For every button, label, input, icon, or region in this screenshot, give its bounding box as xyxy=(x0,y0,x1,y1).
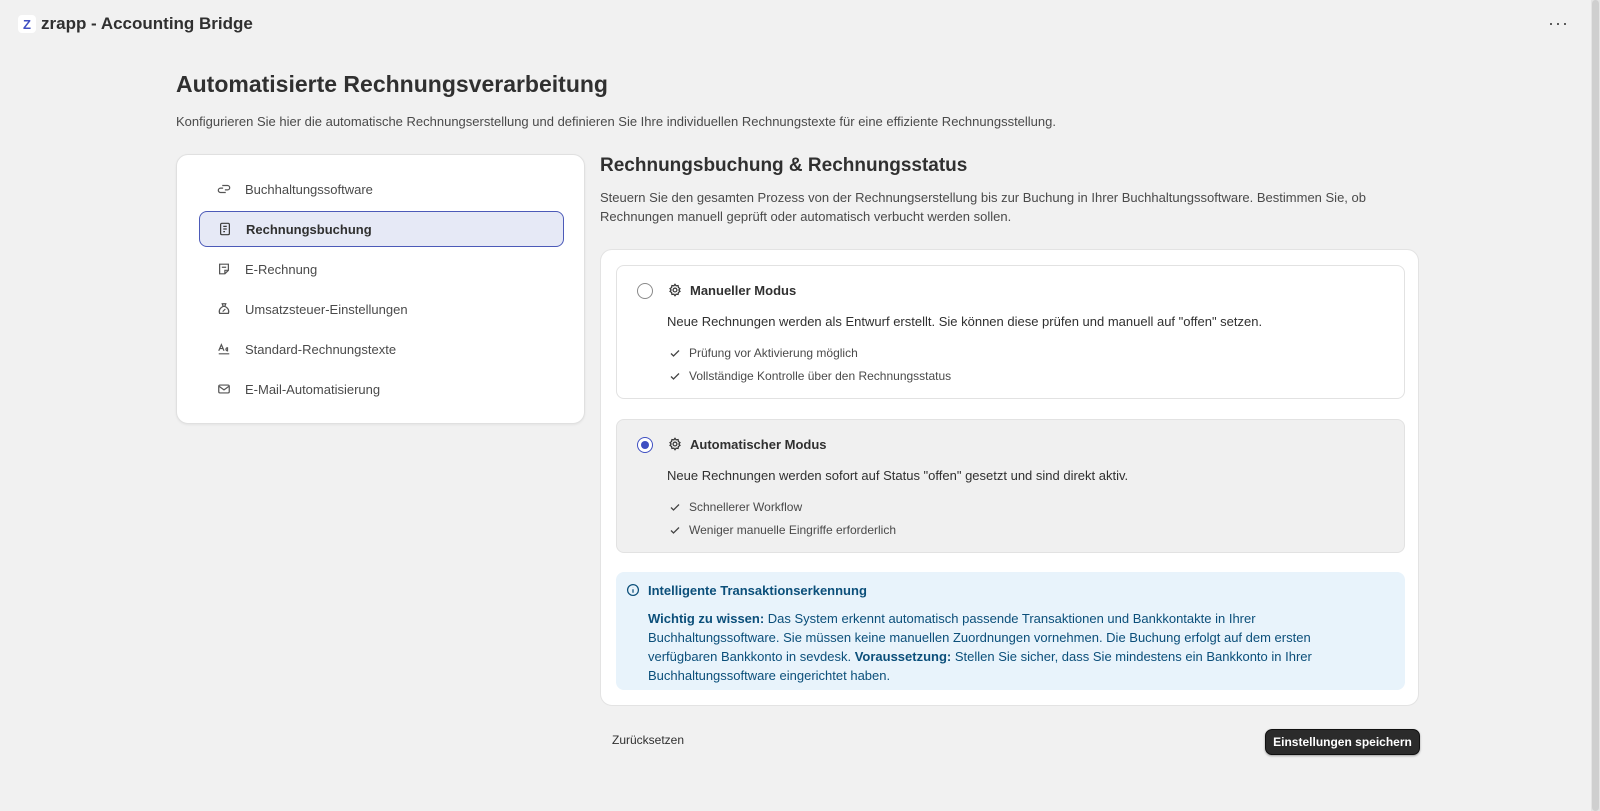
manual-mode-title: Manueller Modus xyxy=(690,283,797,298)
save-settings-button[interactable]: Einstellungen speichern xyxy=(1265,729,1420,755)
app-title: zrapp - Accounting Bridge xyxy=(41,14,253,33)
page-title: Automatisierte Rechnungsverarbeitung xyxy=(176,71,608,97)
app-logo: Z xyxy=(18,15,36,33)
sidebar-item-label: Rechnungsbuchung xyxy=(246,221,372,237)
info-title: Intelligente Transaktionserkennung xyxy=(648,583,867,598)
receipt-icon xyxy=(218,222,232,236)
feature-label: Schnellerer Workflow xyxy=(689,500,803,514)
check-icon xyxy=(669,524,681,536)
feature-item xyxy=(669,500,802,514)
gear-icon xyxy=(668,437,682,451)
link-icon xyxy=(217,182,231,196)
info-icon xyxy=(626,583,640,597)
check-icon xyxy=(669,370,681,382)
automatic-mode-radio[interactable] xyxy=(637,437,653,453)
automatic-mode-title: Automatischer Modus xyxy=(690,437,827,452)
more-options-button[interactable]: ··· xyxy=(1548,13,1569,33)
info-box xyxy=(616,572,1405,690)
feature-label: Prüfung vor Aktivierung möglich xyxy=(689,346,858,360)
money-bag-icon xyxy=(217,302,231,316)
sidebar-item-label: Standard-Rechnungstexte xyxy=(245,341,397,357)
sidebar-item-label: E-Rechnung xyxy=(245,261,318,277)
sidebar-item-rechnungsbuchung[interactable] xyxy=(199,211,564,247)
booking-mode-card xyxy=(600,249,1419,706)
document-icon xyxy=(217,262,231,276)
text-icon xyxy=(217,342,231,356)
sidebar-item-buchhaltungssoftware[interactable] xyxy=(199,171,564,207)
sidebar-item-umsatzsteuer[interactable] xyxy=(199,291,564,327)
check-icon xyxy=(669,501,681,513)
scrollbar-thumb[interactable] xyxy=(1592,0,1599,811)
feature-item xyxy=(669,346,858,360)
page-description: Konfigurieren Sie hier die automatische Rechnungserstellung und definieren Sie Ihre individuellen Rechnungstexte für eine effiziente Rechnungsstellung. xyxy=(176,114,1056,129)
section-title: Rechnungsbuchung & Rechnungsstatus xyxy=(600,155,968,176)
feature-item xyxy=(669,369,951,383)
manual-mode-radio[interactable] xyxy=(637,283,653,299)
sidebar-item-standard-rechnungstexte[interactable] xyxy=(199,331,564,367)
info-text xyxy=(648,609,1348,685)
section-description: Steuern Sie den gesamten Prozess von der Rechnungserstellung bis zur Buchung in Ihrer Buchhaltungssoftware. Bestimmen Sie, ob Rechnungen manuell geprüft oder automatisch verbucht werden sollen. xyxy=(600,190,1366,224)
manual-mode-description: Neue Rechnungen werden als Entwurf erstellt. Sie können diese prüfen und manuell auf "offen" setzen. xyxy=(667,314,1263,329)
sidebar-item-label: Buchhaltungssoftware xyxy=(245,181,373,197)
feature-item xyxy=(669,523,896,537)
sidebar-item-label: E-Mail-Automatisierung xyxy=(245,381,381,397)
info-label-important: Wichtig zu wissen: xyxy=(648,611,765,626)
info-text-part: Das System erkennt automatisch passende Transaktionen und Bankkontakte in Ihrer Buchhaltungssoftware. Sie müssen keine manuellen Zuordnungen vornehmen. Die Buchung erfolgt auf dem ersten verfügbaren Bankkonto in sevdesk. xyxy=(648,611,1311,664)
feature-label: Vollständige Kontrolle über den Rechnungsstatus xyxy=(689,369,952,383)
mail-icon xyxy=(217,382,231,396)
automatic-mode-option[interactable] xyxy=(616,419,1405,553)
info-label-requirement: Voraussetzung: xyxy=(854,649,952,664)
settings-nav xyxy=(176,154,585,424)
scrollbar[interactable] xyxy=(1591,0,1600,811)
reset-button[interactable]: Zurücksetzen xyxy=(612,733,685,747)
manual-mode-option[interactable] xyxy=(616,265,1405,399)
top-bar xyxy=(0,0,1591,48)
info-text-part: Stellen Sie sicher, dass Sie mindestens ein Bankkonto in Ihrer Buchhaltungssoftware eingerichtet haben. xyxy=(648,649,1312,683)
gear-icon xyxy=(668,283,682,297)
sidebar-item-e-rechnung[interactable] xyxy=(199,251,564,287)
feature-label: Weniger manuelle Eingriffe erforderlich xyxy=(689,523,896,537)
automatic-mode-description: Neue Rechnungen werden sofort auf Status "offen" gesetzt und sind direkt aktiv. xyxy=(667,468,1129,483)
sidebar-item-e-mail-automatisierung[interactable] xyxy=(199,371,564,407)
check-icon xyxy=(669,347,681,359)
sidebar-item-label: Umsatzsteuer-Einstellungen xyxy=(245,301,408,317)
